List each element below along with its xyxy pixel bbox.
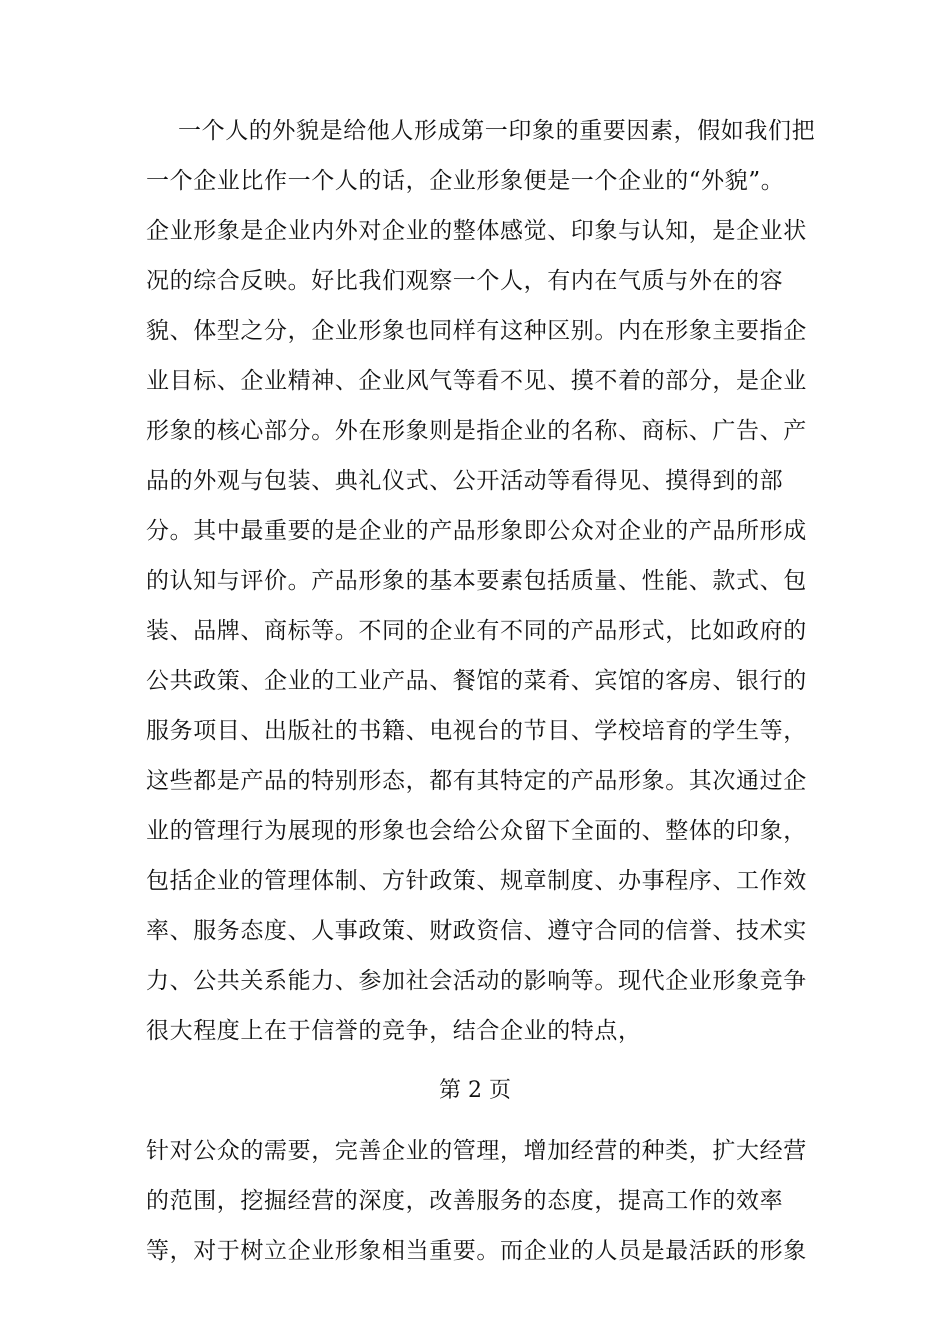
text-line: 力、公共关系能力、参加社会活动的影响等。现代企业形象竞争 bbox=[146, 968, 807, 994]
text-line: 装、品牌、商标等。不同的企业有不同的产品形式，比如政府的 bbox=[146, 618, 807, 644]
text-line: 况的综合反映。好比我们观察一个人，有内在气质与外在的容 bbox=[146, 268, 784, 294]
text-line: 分。其中最重要的是企业的产品形象即公众对企业的产品所形成 bbox=[146, 518, 807, 544]
text-line: 服务项目、出版社的书籍、电视台的节目、学校培育的学生等， bbox=[146, 718, 807, 744]
text-line: 业目标、企业精神、企业风气等看不见、摸不着的部分，是企业 bbox=[146, 368, 807, 394]
text-line: 品的外观与包装、典礼仪式、公开活动等看得见、摸得到的部 bbox=[146, 468, 784, 494]
text-line: 包括企业的管理体制、方针政策、规章制度、办事程序、工作效 bbox=[146, 868, 807, 894]
text-line: 业的管理行为展现的形象也会给公众留下全面的、整体的印象， bbox=[146, 818, 807, 844]
text-line: 率、服务态度、人事政策、财政资信、遵守合同的信誉、技术实 bbox=[146, 918, 807, 944]
text-line: 的范围，挖掘经营的深度，改善服务的态度，提高工作的效率 bbox=[146, 1188, 784, 1214]
text-line: 企业形象是企业内外对企业的整体感觉、印象与认知，是企业状 bbox=[146, 218, 807, 244]
text-line: 貌、体型之分，企业形象也同样有这种区别。内在形象主要指企 bbox=[146, 318, 807, 344]
text-line: 很大程度上在于信誉的竞争，结合企业的特点， bbox=[146, 1018, 642, 1044]
text-line: 形象的核心部分。外在形象则是指企业的名称、商标、广告、产 bbox=[146, 418, 807, 444]
text-line: 一个人的外貌是给他人形成第一印象的重要因素，假如我们把 bbox=[178, 118, 816, 144]
text-line: 针对公众的需要，完善企业的管理，增加经营的种类，扩大经营 bbox=[146, 1138, 807, 1164]
page-number: 第 2 页 bbox=[439, 1078, 511, 1103]
text-line: 这些都是产品的特别形态，都有其特定的产品形象。其次通过企 bbox=[146, 768, 807, 794]
text-line: 的认知与评价。产品形象的基本要素包括质量、性能、款式、包 bbox=[146, 568, 807, 594]
text-line: 公共政策、企业的工业产品、餐馆的菜肴、宾馆的客房、银行的 bbox=[146, 668, 807, 694]
text-line: 等，对于树立企业形象相当重要。而企业的人员是最活跃的形象 bbox=[146, 1238, 807, 1264]
text-line: 一个企业比作一个人的话，企业形象便是一个企业的“外貌”。 bbox=[146, 168, 785, 194]
